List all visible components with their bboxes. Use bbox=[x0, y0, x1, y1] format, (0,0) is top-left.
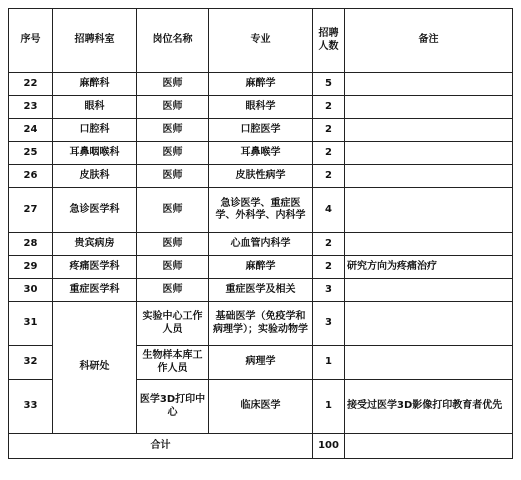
cell-count: 2 bbox=[313, 142, 345, 165]
table-row bbox=[9, 142, 513, 165]
cell-remark bbox=[345, 96, 513, 119]
cell-position: 医学3D打印中心 bbox=[137, 380, 209, 434]
cell-seq: 22 bbox=[9, 73, 53, 96]
cell-remark bbox=[345, 119, 513, 142]
cell-count: 3 bbox=[313, 279, 345, 302]
cell-position: 医师 bbox=[137, 165, 209, 188]
cell-seq: 30 bbox=[9, 279, 53, 302]
cell-major: 重症医学及相关 bbox=[209, 279, 313, 302]
cell-remark bbox=[345, 346, 513, 380]
cell-dept: 麻醉科 bbox=[53, 73, 137, 96]
table-row bbox=[9, 188, 513, 233]
cell-major: 耳鼻喉学 bbox=[209, 142, 313, 165]
cell-remark bbox=[345, 188, 513, 233]
table-row bbox=[9, 165, 513, 188]
cell-position: 医师 bbox=[137, 96, 209, 119]
total-remark bbox=[345, 434, 513, 459]
table-row bbox=[9, 302, 513, 346]
header-major: 专业 bbox=[209, 9, 313, 73]
cell-dept: 贵宾病房 bbox=[53, 233, 137, 256]
cell-dept: 眼科 bbox=[53, 96, 137, 119]
cell-remark bbox=[345, 233, 513, 256]
cell-count: 2 bbox=[313, 165, 345, 188]
cell-seq: 31 bbox=[9, 302, 53, 346]
cell-seq: 23 bbox=[9, 96, 53, 119]
table-row bbox=[9, 233, 513, 256]
cell-count: 2 bbox=[313, 119, 345, 142]
cell-major: 口腔医学 bbox=[209, 119, 313, 142]
cell-remark bbox=[345, 302, 513, 346]
cell-count: 3 bbox=[313, 302, 345, 346]
header-remark: 备注 bbox=[345, 9, 513, 73]
cell-major: 皮肤性病学 bbox=[209, 165, 313, 188]
cell-dept: 口腔科 bbox=[53, 119, 137, 142]
table-row bbox=[9, 96, 513, 119]
cell-remark bbox=[345, 165, 513, 188]
cell-major: 麻醉学 bbox=[209, 256, 313, 279]
cell-position: 医师 bbox=[137, 233, 209, 256]
total-label: 合计 bbox=[9, 434, 313, 459]
header-position: 岗位名称 bbox=[137, 9, 209, 73]
cell-seq: 33 bbox=[9, 380, 53, 434]
cell-position: 医师 bbox=[137, 256, 209, 279]
cell-remark bbox=[345, 73, 513, 96]
cell-major: 基础医学（免疫学和病理学）；实验动物学 bbox=[209, 302, 313, 346]
header-count: 招聘人数 bbox=[313, 9, 345, 73]
cell-major: 麻醉学 bbox=[209, 73, 313, 96]
header-dept: 招聘科室 bbox=[53, 9, 137, 73]
cell-major: 心血管内科学 bbox=[209, 233, 313, 256]
cell-remark bbox=[345, 142, 513, 165]
cell-seq: 24 bbox=[9, 119, 53, 142]
cell-count: 4 bbox=[313, 188, 345, 233]
cell-position: 医师 bbox=[137, 73, 209, 96]
header-seq: 序号 bbox=[9, 9, 53, 73]
recruitment-table bbox=[8, 8, 513, 459]
table-row bbox=[9, 256, 513, 279]
cell-count: 5 bbox=[313, 73, 345, 96]
cell-dept: 皮肤科 bbox=[53, 165, 137, 188]
table-row bbox=[9, 73, 513, 96]
cell-seq: 25 bbox=[9, 142, 53, 165]
cell-count: 2 bbox=[313, 233, 345, 256]
cell-count: 2 bbox=[313, 256, 345, 279]
cell-seq: 32 bbox=[9, 346, 53, 380]
cell-remark: 研究方向为疼痛治疗 bbox=[345, 256, 513, 279]
cell-count: 1 bbox=[313, 380, 345, 434]
cell-seq: 27 bbox=[9, 188, 53, 233]
cell-position: 生物样本库工作人员 bbox=[137, 346, 209, 380]
cell-major: 病理学 bbox=[209, 346, 313, 380]
cell-seq: 28 bbox=[9, 233, 53, 256]
total-count: 100 bbox=[313, 434, 345, 459]
cell-dept: 急诊医学科 bbox=[53, 188, 137, 233]
cell-major: 眼科学 bbox=[209, 96, 313, 119]
table-row bbox=[9, 119, 513, 142]
cell-position: 医师 bbox=[137, 119, 209, 142]
cell-dept: 耳鼻咽喉科 bbox=[53, 142, 137, 165]
cell-dept: 疼痛医学科 bbox=[53, 256, 137, 279]
table-row bbox=[9, 279, 513, 302]
table-header-row bbox=[9, 9, 513, 73]
total-row bbox=[9, 434, 513, 459]
cell-seq: 29 bbox=[9, 256, 53, 279]
cell-remark: 接受过医学3D影像打印教育者优先 bbox=[345, 380, 513, 434]
cell-dept: 科研处 bbox=[53, 302, 137, 434]
cell-remark bbox=[345, 279, 513, 302]
cell-major: 急诊医学、重症医学、外科学、内科学 bbox=[209, 188, 313, 233]
cell-seq: 26 bbox=[9, 165, 53, 188]
cell-position: 医师 bbox=[137, 188, 209, 233]
cell-dept: 重症医学科 bbox=[53, 279, 137, 302]
cell-major: 临床医学 bbox=[209, 380, 313, 434]
cell-position: 医师 bbox=[137, 279, 209, 302]
cell-position: 实验中心工作人员 bbox=[137, 302, 209, 346]
cell-count: 1 bbox=[313, 346, 345, 380]
cell-position: 医师 bbox=[137, 142, 209, 165]
cell-count: 2 bbox=[313, 96, 345, 119]
